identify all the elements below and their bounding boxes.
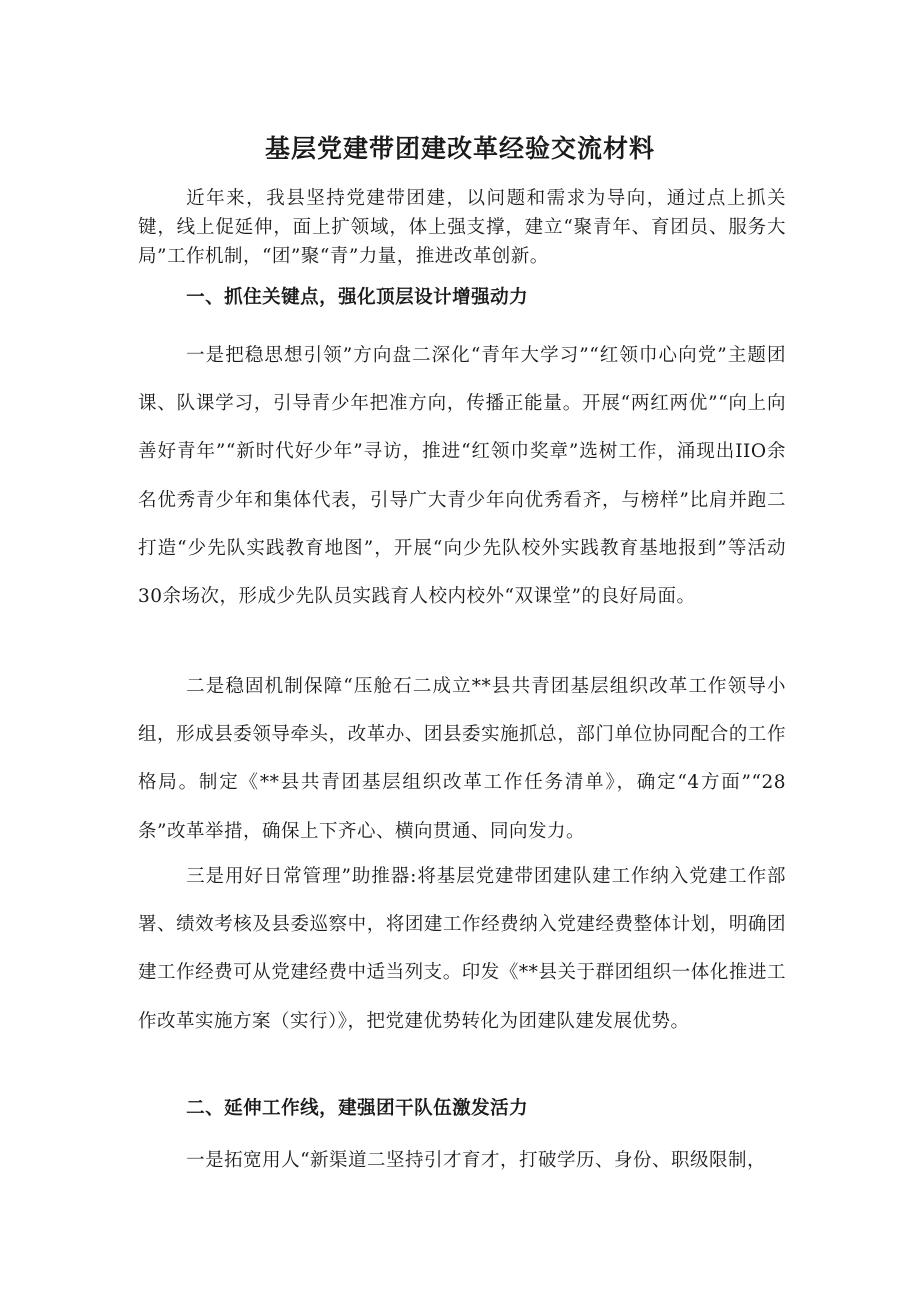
- body-paragraph-2: 二是稳固机制保障“压舱石二成立**县共青团基层组织改革工作领导小组，形成县委领导牵头，改革办、团县委实施抓总，部门单位协同配合的工作格局。制定《**县共青团基层组织改革工作任务清单》，确定“4方面”“28条”改革举措，确保上下齐心、横向贯通、同向发力。: [138, 676, 786, 842]
- intro-paragraph: 近年来，我县坚持党建带团建，以问题和需求为导向，通过点上抓关键，线上促延伸，面上扩领域，体上强支撑，建立“聚青年、育团员、服务大局”工作机制，“团”聚“青”力量，推进改革创新。: [138, 188, 786, 267]
- document-title: 基层党建带团建改革经验交流材料: [264, 134, 655, 163]
- body-paragraph-1: 一是把稳思想引领”方向盘二深化“青年大学习”“红领巾心向党”主题团课、队课学习，引导青少年把准方向，传播正能量。开展“两红两优”“向上向善好青年”“新时代好少年”寻访，推进“红领巾奖章”选树工作，涌现出IIO余名优秀青少年和集体代表，引导广大青少年向优秀看齐，与榜样”比肩并跑二打造“少先队实践教育地图”，开展“向少先队校外实践教育基地报到”等活动30余场次，形成少先队员实践育人校内校外“双课堂”的良好局面。: [138, 345, 786, 608]
- section-heading-1: 一、抓住关键点，强化顶层设计增强动力: [186, 287, 529, 308]
- section-heading-2: 二、延伸工作线，建强团干队伍激发活力: [186, 1098, 529, 1119]
- body-paragraph-3: 三是用好日常管理”助推器:将基层党建带团建队建工作纳入党建工作部署、绩效考核及县委巡察中，将团建工作经费纳入党建经费整体计划，明确团建工作经费可从党建经费中适当列支。印发《**县关于群团组织一体化推进工作改革实施方案（实行）》，把党建优势转化为团建队建发展优势。: [138, 866, 786, 1032]
- body-paragraph-4: 一是拓宽用人“新渠道二坚持引才育才，打破学历、身份、职级限制，: [186, 1150, 767, 1171]
